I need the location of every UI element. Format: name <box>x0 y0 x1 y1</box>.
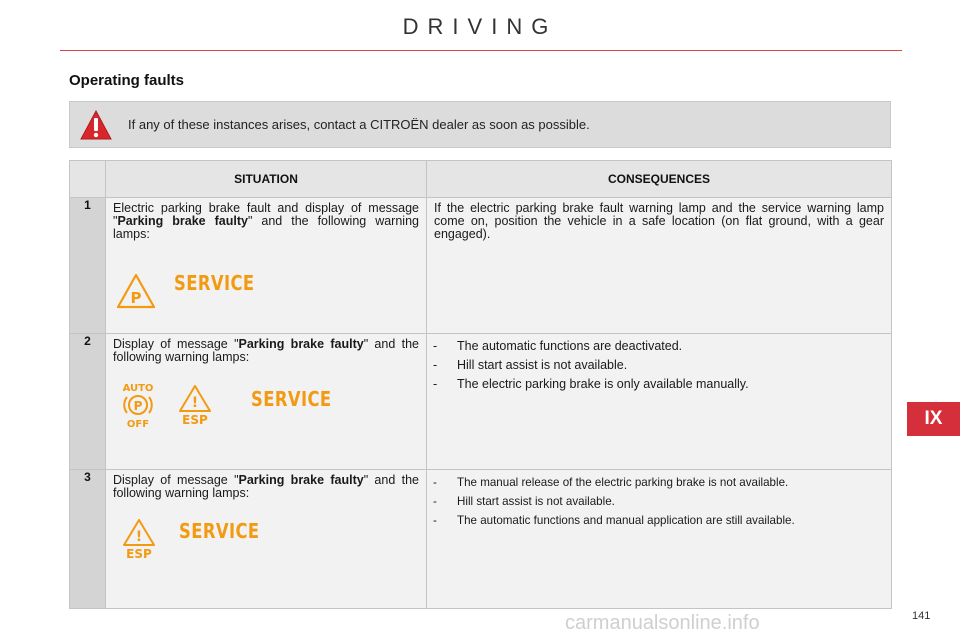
situation-cell <box>106 334 427 470</box>
consequence-cell <box>427 334 892 470</box>
svg-text:P: P <box>133 399 143 413</box>
table-row <box>70 198 892 334</box>
svg-text:OFF: OFF <box>126 419 150 429</box>
consequence-list <box>427 334 891 391</box>
svg-text:P: P <box>130 289 142 307</box>
row-number: 2 <box>70 334 106 470</box>
situation-text: Display of message "Parking brake faulty" and the following warning lamps: <box>113 473 419 500</box>
page-number: 141 <box>912 610 931 622</box>
esp-warning-icon <box>178 385 212 425</box>
parking-brake-triangle-icon <box>116 273 156 309</box>
table-header-row <box>70 161 892 198</box>
list-item: - Hill start assist is not available. <box>433 495 885 508</box>
message-name: Parking brake faulty <box>238 337 364 351</box>
watermark: carmanualsonline.info <box>565 612 760 634</box>
consequence-cell <box>427 470 892 609</box>
service-lamp-icon: SERVICE <box>179 519 260 543</box>
warning-lamps <box>106 381 426 441</box>
warning-text: If any of these instances arises, contact a CITROËN dealer as soon as possible. <box>128 117 590 132</box>
consequence-cell <box>427 198 892 334</box>
service-lamp-icon: SERVICE <box>174 271 255 295</box>
row-number: 1 <box>70 198 106 334</box>
header-situation: SITUATION <box>106 161 427 198</box>
consequence-text: If the electric parking brake fault warning lamp and the service warning lamp come on, position the vehicle in a safe location (on flat ground, with a gear engaged). <box>434 201 884 241</box>
list-item: - The automatic functions are deactivated. <box>433 340 885 353</box>
svg-text:ESP: ESP <box>126 547 152 559</box>
svg-text:ESP: ESP <box>182 413 208 425</box>
situation-cell <box>106 470 427 609</box>
list-item: - The manual release of the electric parking brake is not available. <box>433 476 885 489</box>
list-item: - Hill start assist is not available. <box>433 359 885 372</box>
title-divider <box>60 50 902 51</box>
auto-p-off-icon <box>118 381 158 429</box>
svg-text:!: ! <box>135 529 143 545</box>
section-heading: Operating faults <box>69 72 185 89</box>
list-item: - The electric parking brake is only available manually. <box>433 378 885 391</box>
faults-table <box>69 160 892 609</box>
consequence-list <box>427 470 891 527</box>
svg-text:AUTO: AUTO <box>122 383 154 394</box>
situation-cell <box>106 198 427 334</box>
chapter-tab[interactable]: IX <box>907 402 960 436</box>
situation-text: Electric parking brake fault and display of message "Parking brake faulty" and the following warning lamps: <box>113 201 419 241</box>
service-lamp-icon: SERVICE <box>251 387 332 411</box>
warning-notice <box>69 101 891 148</box>
svg-text:!: ! <box>191 395 199 411</box>
message-name: Parking brake faulty <box>238 473 364 487</box>
list-item: - The automatic functions and manual application are still available. <box>433 514 885 527</box>
message-name: Parking brake faulty <box>117 214 248 228</box>
row-number: 3 <box>70 470 106 609</box>
situation-text: Display of message "Parking brake faulty" and the following warning lamps: <box>113 337 419 364</box>
table-row <box>70 470 892 609</box>
header-number <box>70 161 106 198</box>
header-consequences: CONSEQUENCES <box>427 161 892 198</box>
warning-lamps <box>106 515 426 575</box>
table-row <box>70 334 892 470</box>
page-title: DRIVING <box>402 14 558 39</box>
warning-lamps <box>106 269 426 329</box>
esp-warning-icon <box>122 519 156 559</box>
warning-triangle-icon <box>80 110 112 140</box>
